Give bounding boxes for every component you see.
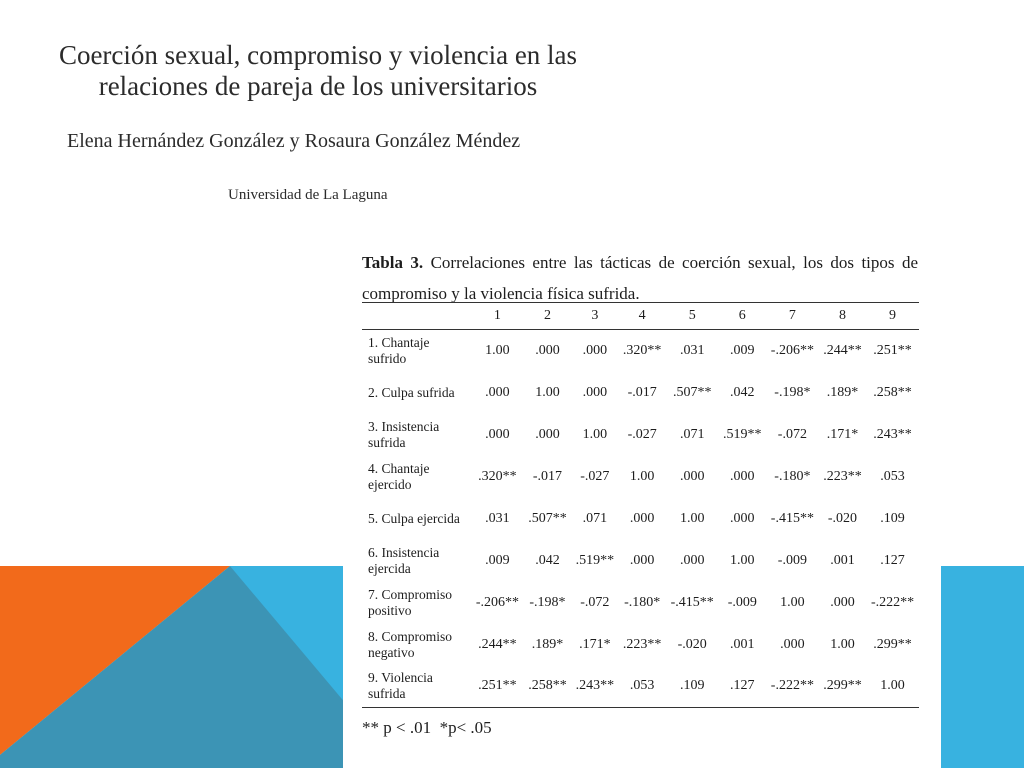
column-header: 4	[618, 303, 665, 330]
table-row	[362, 624, 919, 666]
correlation-cell: .244**	[823, 342, 862, 358]
table-row	[362, 498, 919, 540]
corner-cell	[362, 303, 471, 330]
correlation-cell: .000	[730, 510, 755, 526]
correlation-cell: .031	[679, 342, 705, 358]
correlation-cell: .519**	[575, 552, 615, 568]
correlation-cell: .251**	[471, 666, 524, 708]
correlation-cell: -.020	[677, 636, 707, 652]
table-row	[362, 414, 919, 456]
correlation-cell: .109	[666, 666, 719, 708]
title-line-2: relaciones de pareja de los universitarios	[98, 71, 538, 101]
correlation-cell: .000	[582, 342, 608, 358]
row-label: 5. Culpa ejercida	[368, 510, 460, 526]
correlation-cell: -.072	[777, 426, 807, 442]
table-row	[362, 456, 919, 498]
column-header: 1	[471, 303, 524, 330]
correlation-cell: -.198*	[529, 594, 566, 610]
correlation-cell: -.020	[827, 510, 858, 526]
correlation-cell: .000	[780, 636, 805, 652]
authors: Elena Hernández González y Rosaura González Méndez	[67, 130, 521, 152]
correlation-cell: .243**	[571, 666, 618, 708]
correlation-cell: .109	[880, 510, 905, 526]
correlation-cell: .171*	[826, 426, 859, 442]
correlation-cell: .042	[730, 384, 755, 400]
row-label: 3. Insistencia sufrida	[368, 418, 440, 450]
correlation-table	[362, 302, 919, 708]
correlation-cell: -.206**	[475, 594, 519, 610]
table-row	[362, 330, 919, 372]
correlation-cell: .223**	[823, 468, 862, 484]
column-header: 7	[766, 303, 819, 330]
correlation-cell: .519**	[723, 426, 762, 442]
table-caption-text: Correlaciones entre las tácticas de coerción sexual, los dos tipos de compromiso y la violencia física sufrida.	[362, 253, 918, 303]
correlation-cell: .127	[880, 552, 905, 568]
institution: Universidad de La Laguna	[228, 187, 388, 203]
correlation-cell: .127	[719, 666, 766, 708]
correlation-cell: .189*	[531, 636, 564, 652]
table-row	[362, 582, 919, 624]
correlation-cell: .000	[535, 426, 560, 442]
correlation-cell: .171*	[579, 636, 611, 652]
correlation-cell: -.415**	[670, 594, 714, 610]
correlation-cell: .053	[880, 468, 905, 484]
row-label: 8. Compromiso negativo	[368, 628, 453, 660]
correlation-cell: .000	[485, 426, 510, 442]
correlation-cell: .009	[485, 552, 510, 568]
correlation-cell: 1.00	[679, 510, 705, 526]
correlation-cell: .071	[679, 426, 705, 442]
correlation-cell: 1.00	[730, 552, 755, 568]
row-label: 2. Culpa sufrida	[368, 384, 455, 400]
column-header: 3	[571, 303, 618, 330]
correlation-cell: .258**	[873, 384, 912, 400]
correlation-cell: .507**	[672, 384, 712, 400]
correlation-cell: .223**	[622, 636, 662, 652]
column-header: 8	[819, 303, 866, 330]
correlation-cell: .009	[730, 342, 755, 358]
correlation-cell: -.027	[627, 426, 657, 442]
table-row	[362, 372, 919, 414]
correlation-cell: -.222**	[766, 666, 819, 708]
correlation-cell: 1.00	[485, 342, 510, 358]
table-body	[362, 330, 919, 708]
correlation-cell: -.180*	[774, 468, 811, 484]
correlation-cell: -.415**	[770, 510, 814, 526]
correlation-cell: .000	[730, 468, 755, 484]
table-footnote: ** p < .01 *p< .05	[362, 718, 492, 737]
correlation-cell: -.072	[580, 594, 610, 610]
correlation-cell: .000	[830, 594, 855, 610]
correlation-cell: -.198*	[774, 384, 811, 400]
row-label: 9. Violencia sufrida	[362, 666, 471, 708]
table-row	[362, 666, 919, 708]
correlation-cell: 1.00	[830, 636, 855, 652]
correlation-cell: .000	[535, 342, 560, 358]
column-header: 9	[866, 303, 919, 330]
correlation-cell: .507**	[528, 510, 567, 526]
correlation-cell: .299**	[819, 666, 866, 708]
column-header: 6	[719, 303, 766, 330]
correlation-cell: -.009	[777, 552, 807, 568]
correlation-cell: .001	[730, 636, 755, 652]
correlation-cell: .243**	[873, 426, 912, 442]
correlation-cell: .189*	[826, 384, 859, 400]
correlation-cell: 1.00	[780, 594, 805, 610]
row-label: 7. Compromiso positivo	[368, 586, 453, 618]
correlation-cell: -.180*	[624, 594, 661, 610]
column-header: 5	[666, 303, 719, 330]
correlation-cell: .000	[679, 468, 705, 484]
row-label: 1. Chantaje sufrido	[368, 334, 430, 366]
correlation-cell: -.206**	[770, 342, 814, 358]
correlation-cell: .053	[618, 666, 665, 708]
title-line-1: Coerción sexual, compromiso y violencia en las	[58, 40, 578, 70]
correlation-cell: -.017	[532, 468, 563, 484]
correlation-cell: 1.00	[582, 426, 608, 442]
correlation-cell: .031	[485, 510, 510, 526]
correlation-cell: .071	[582, 510, 608, 526]
correlation-cell: .000	[679, 552, 705, 568]
correlation-cell: .000	[485, 384, 510, 400]
correlation-cell: .258**	[524, 666, 571, 708]
correlation-cell: .244**	[478, 636, 517, 652]
table-row	[362, 540, 919, 582]
column-header: 2	[524, 303, 571, 330]
correlation-cell: -.017	[627, 384, 657, 400]
correlation-cell: 1.00	[629, 468, 655, 484]
correlation-cell: .001	[830, 552, 855, 568]
slide-title	[18, 40, 618, 102]
correlation-cell: .042	[535, 552, 560, 568]
correlation-cell: .320**	[478, 468, 517, 484]
correlation-cell: .000	[582, 384, 608, 400]
table-caption	[362, 247, 918, 309]
correlation-cell: .000	[629, 510, 655, 526]
correlation-cell: .320**	[622, 342, 662, 358]
correlation-cell: .251**	[873, 342, 912, 358]
correlation-cell: 1.00	[866, 666, 919, 708]
table-label: Tabla 3.	[362, 253, 424, 272]
table-panel	[343, 236, 941, 768]
correlation-cell: 1.00	[535, 384, 560, 400]
correlation-cell: -.222**	[870, 594, 915, 610]
correlation-cell: .299**	[873, 636, 912, 652]
correlation-cell: .000	[629, 552, 655, 568]
row-label: 4. Chantaje ejercido	[368, 460, 430, 492]
table-header-row	[362, 303, 919, 330]
correlation-cell: -.009	[727, 594, 757, 610]
row-label: 6. Insistencia ejercida	[368, 544, 440, 576]
correlation-cell: -.027	[580, 468, 610, 484]
